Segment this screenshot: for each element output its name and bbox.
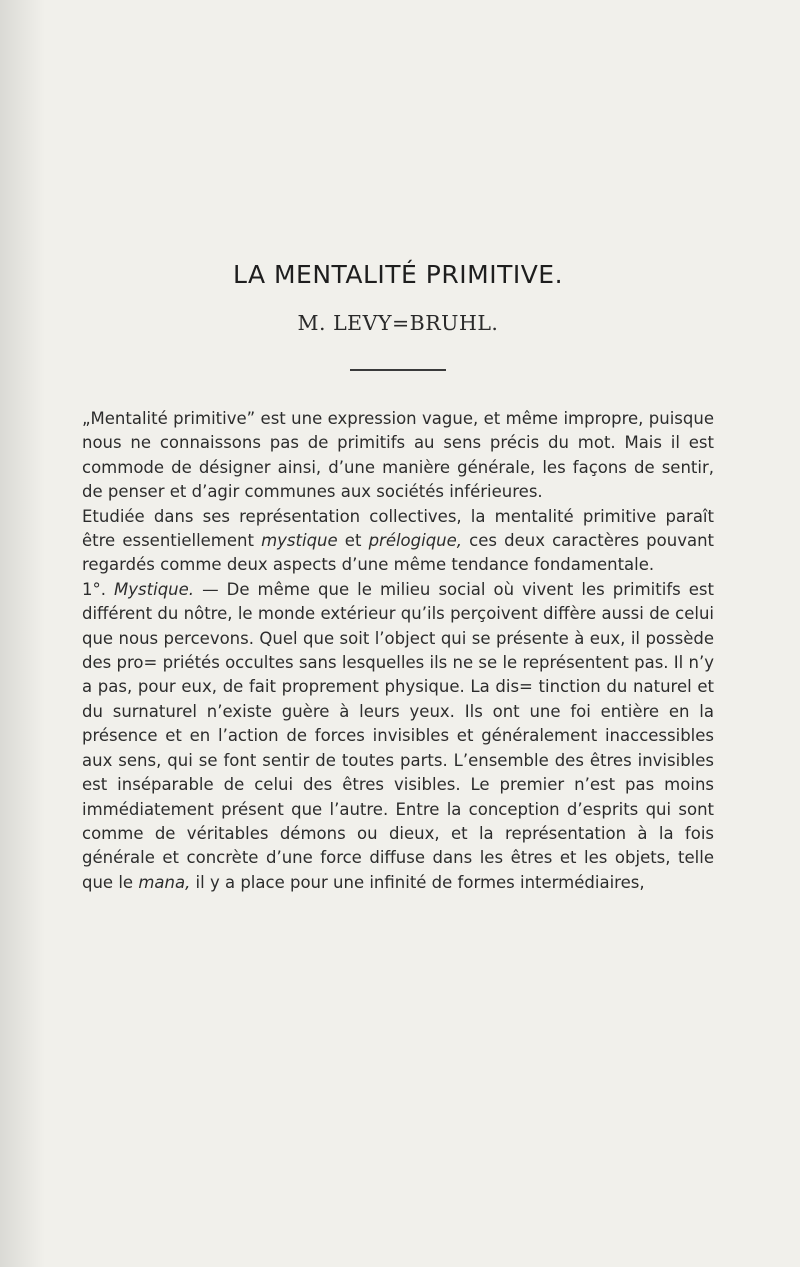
emphasis-mystique: mystique	[261, 531, 338, 551]
paragraph-2-text-c: et	[337, 531, 369, 551]
article-author: M. LEVY=BRUHL.	[297, 311, 499, 335]
paragraph-2	[82, 505, 714, 578]
page-edge-shadow	[0, 0, 45, 1267]
document-page	[82, 260, 714, 895]
emphasis-mana: mana,	[138, 872, 191, 892]
section-heading-mystique: Mystique.	[114, 579, 195, 599]
title-divider	[350, 369, 446, 371]
paragraph-1: „Mentalité primitive” est une expression vague, et même impropre, puisque nous ne connaissons pas de primitifs au sens précis du mot. Mais il est commode de désigner ainsi, d’une manière générale, les façons de sentir, de penser et d’agir communes aux sociétés inférieures.	[82, 409, 714, 502]
article-body	[82, 407, 714, 895]
section-number: 1°.	[82, 579, 115, 599]
paragraph-2-text-e: ces deux caractères pouvant regardés comme deux aspects d’une même tendance fondamentale.	[82, 531, 715, 575]
paragraph-3-text-e: il y a place pour une infinité de formes intermédiaires,	[190, 872, 645, 892]
emphasis-prelogique: prélogique,	[368, 531, 463, 551]
article-title: LA MENTALITÉ PRIMITIVE.	[232, 260, 564, 289]
paragraph-2-text-a: Etudiée dans ses représentation collectives, la mentalité primitive paraît être essentiellement	[82, 506, 714, 551]
paragraph-3	[82, 578, 714, 895]
paragraph-3-text-c: — De même que le milieu social où vivent les primitifs est différent du nôtre, le monde extérieur qu’ils perçoivent diffère aussi de celui que nous percevons. Quel que soit l’object qui se présente à eux, il possède des pro= priétés occultes sans lesquelles ils ne se le représentent pas. Il n’y a pas, pour eux, de fait proprement physique. La dis= tinction du naturel et du surnaturel n’existe guère à leurs yeux. Ils ont une foi entière en la présence et en l’action de forces invisibles et généralement inaccessibles aux sens, qui se font sentir de toutes parts. L’ensemble des êtres invisibles est inséparable de celui des êtres visibles. Le premier n’est pas moins immédiatement présent que l’autre. Entre la conception d’esprits qui sont comme de véritables démons ou dieux, et la représentation à la fois générale et concrète d’une force diffuse dans les êtres et les objets, telle que le	[82, 579, 714, 892]
